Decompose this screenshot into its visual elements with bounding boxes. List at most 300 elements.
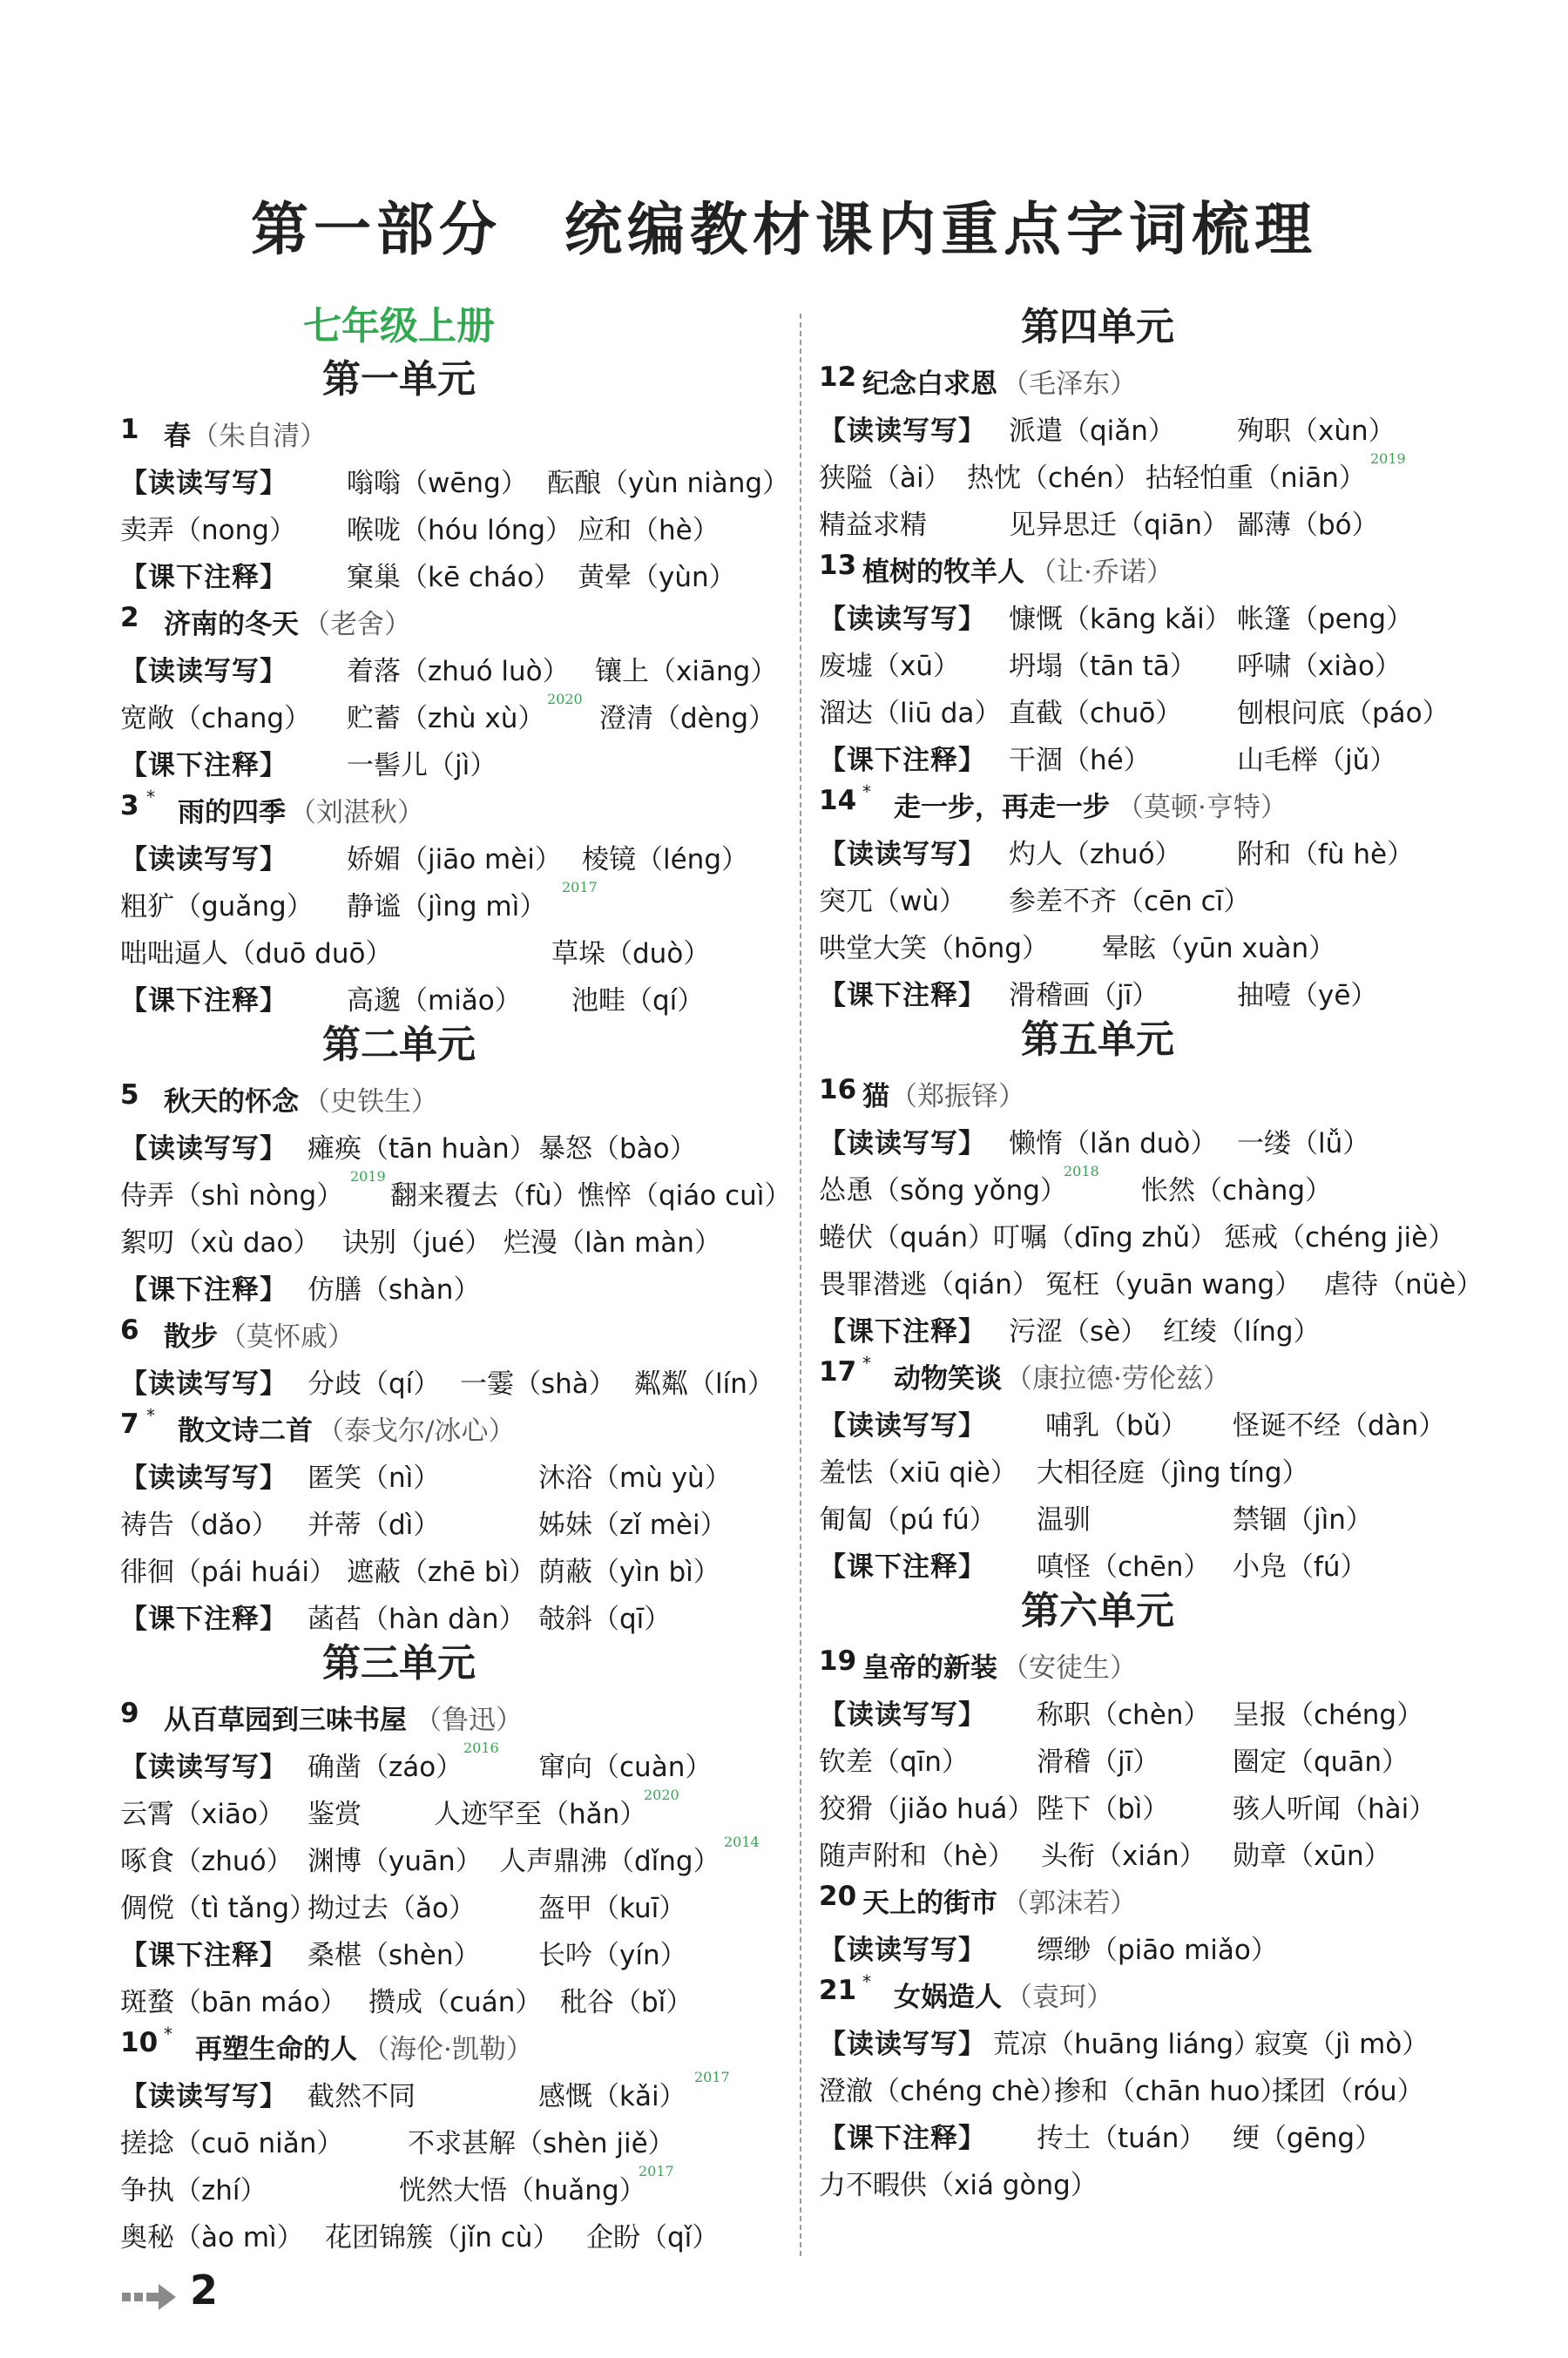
page-number: 2 xyxy=(190,2267,219,2314)
word-row xyxy=(120,1543,782,1590)
unit-heading: 第三单元 xyxy=(322,1641,476,1686)
lesson-title: 从百草园到三味书屋 xyxy=(164,1705,407,1736)
vocab-term: 澄清（dèng） xyxy=(599,703,776,734)
word-row xyxy=(120,454,790,501)
word-row xyxy=(120,1590,782,1637)
vocab-term: 着落（zhuó luò） xyxy=(347,656,570,687)
word-row xyxy=(819,2015,1481,2062)
section-tag: 【课下注释】 xyxy=(120,985,287,1017)
vocab-term: 怪诞不经（dàn） xyxy=(1233,1410,1446,1442)
vocab-term: 宽敞（chang） xyxy=(120,703,312,734)
lesson-number: 13 xyxy=(819,550,857,581)
section-tag: 【读读写写】 xyxy=(120,1368,287,1400)
lesson-author: （泰戈尔/冰心） xyxy=(317,1415,516,1447)
vocab-term: 应和（hè） xyxy=(578,515,720,546)
word-row xyxy=(819,449,1481,496)
section-tag: 【读读写写】 xyxy=(120,2081,287,2112)
vocab-term: 嗡嗡（wēng） xyxy=(347,468,528,499)
word-row xyxy=(819,919,1481,966)
vocab-term: 哄堂大笑（hōng） xyxy=(819,933,1049,964)
vocab-term: 酝酿（yùn niàng） xyxy=(547,468,790,499)
vocab-term: 山毛榉（jǔ） xyxy=(1237,745,1397,776)
vocab-term: 陛下（bì） xyxy=(1037,1794,1170,1825)
vocab-term: 直截（chuō） xyxy=(1009,698,1183,729)
vocab-term: 虐待（nüè） xyxy=(1324,1269,1484,1301)
vocab-term: 怅然（chàng） xyxy=(1141,1175,1333,1206)
vocab-term: 澄澈（chéng chè） xyxy=(819,2076,1067,2107)
vocab-term: 烂漫（làn màn） xyxy=(504,1227,721,1259)
lesson-title: 天上的街市 xyxy=(862,1888,997,1919)
lesson-number: 1 xyxy=(120,414,139,445)
lesson-number: 7 xyxy=(120,1409,139,1440)
vocab-term: 攒成（cuán） xyxy=(368,1987,543,2018)
vocab-term: 粗犷（guǎng） xyxy=(120,891,314,922)
section-tag: 【课下注释】 xyxy=(120,562,287,593)
vocab-term: 姊妹（zǐ mèi） xyxy=(538,1510,727,1541)
exam-year: 2014 xyxy=(724,1834,760,1850)
section-tag: 【读读写写】 xyxy=(819,416,986,447)
section-tag: 【课下注释】 xyxy=(819,2123,986,2154)
section-tag: 【课下注释】 xyxy=(120,750,287,781)
word-row xyxy=(819,1161,1481,1208)
section-tag: 【读读写写】 xyxy=(120,656,287,687)
word-row xyxy=(120,1213,782,1260)
section-tag: 【课下注释】 xyxy=(120,1274,287,1306)
vocab-term: 窠巢（kē cháo） xyxy=(347,562,561,593)
vocab-term: 贮蓄（zhù xù） xyxy=(347,703,545,734)
vocab-term: 云霄（xiāo） xyxy=(120,1799,285,1830)
vocab-term: 头衔（xián） xyxy=(1041,1841,1206,1872)
vocab-term: 精益求精 xyxy=(819,510,927,541)
word-row xyxy=(120,2114,782,2161)
vocab-term: 仿膳（shàn） xyxy=(308,1274,481,1306)
section-tag: 【读读写写】 xyxy=(819,1128,986,1159)
exam-year: 2020 xyxy=(547,691,583,707)
word-row xyxy=(819,1114,1481,1161)
word-row xyxy=(120,877,782,924)
unit-heading: 第二单元 xyxy=(322,1023,476,1067)
word-row xyxy=(819,731,1481,778)
exam-year: 2017 xyxy=(639,2163,674,2179)
word-row xyxy=(120,1879,782,1926)
word-row xyxy=(819,1686,1481,1733)
vocab-term: 鉴赏 xyxy=(308,1799,362,1830)
vocab-term: 呼啸（xiào） xyxy=(1237,651,1402,682)
vocab-term: 废墟（xū） xyxy=(819,651,960,682)
vocab-term: 娇媚（jiāo mèi） xyxy=(347,844,562,875)
lesson-author: （莫怀戚） xyxy=(220,1321,355,1353)
vocab-term: 确凿（záo） xyxy=(308,1752,463,1783)
vocab-term: 惩戒（chéng jiè） xyxy=(1224,1222,1456,1253)
word-row xyxy=(819,1968,1481,2015)
lesson-author: （海伦·凯勒） xyxy=(362,2034,533,2065)
word-row xyxy=(819,684,1481,731)
vocab-term: 花团锦簇（jǐn cù） xyxy=(325,2222,560,2253)
lesson-title: 走一步，再走一步 xyxy=(894,792,1110,823)
lesson-number: 2 xyxy=(120,602,139,633)
vocab-term: 哺乳（bǔ） xyxy=(1045,1410,1188,1442)
word-row xyxy=(819,1067,1481,1114)
vocab-term: 窜向（cuàn） xyxy=(538,1752,713,1783)
vocab-term: 称职（chèn） xyxy=(1037,1699,1211,1731)
lesson-author: （郑振铎） xyxy=(890,1081,1025,1112)
arrow-icon xyxy=(122,2284,176,2310)
lesson-title: 春 xyxy=(164,421,191,452)
exam-year: 2016 xyxy=(463,1740,499,1756)
word-row xyxy=(120,1973,782,2020)
vocab-term: 感慨（kǎi） xyxy=(538,2081,686,2112)
section-tag: 【读读写写】 xyxy=(120,468,287,499)
vocab-term: 滑稽画（jī） xyxy=(1009,980,1159,1011)
vocab-term: 拗过去（ǎo） xyxy=(308,1893,476,1924)
lesson-author: （袁珂） xyxy=(1005,1982,1113,2013)
vocab-term: 并蒂（dì） xyxy=(308,1510,441,1541)
lesson-number: 3 xyxy=(120,790,139,821)
word-row xyxy=(819,1349,1481,1396)
section-tag: 【读读写写】 xyxy=(819,1935,986,1966)
word-row xyxy=(120,2020,782,2067)
word-row xyxy=(120,1738,782,1785)
word-row xyxy=(120,1449,782,1496)
word-row xyxy=(120,830,782,877)
word-row xyxy=(819,825,1481,872)
lesson-number: 9 xyxy=(120,1698,139,1729)
vocab-term: 絮叨（xù dao） xyxy=(120,1227,321,1259)
vocab-term: 暴怒（bào） xyxy=(538,1133,697,1165)
vocab-term: 污涩（sè） xyxy=(1009,1316,1148,1348)
vocab-term: 徘徊（pái huái） xyxy=(120,1557,337,1588)
vocab-term: 寂寞（jì mò） xyxy=(1254,2029,1429,2060)
section-tag: 【读读写写】 xyxy=(120,844,287,875)
section-tag: 【课下注释】 xyxy=(819,1551,986,1583)
optional-mark: * xyxy=(146,787,155,807)
vocab-term: 渊博（yuān） xyxy=(308,1846,483,1877)
word-row xyxy=(120,2067,782,2114)
word-row xyxy=(819,543,1481,590)
word-row xyxy=(819,590,1481,637)
vocab-term: 一髻儿（jì） xyxy=(347,750,497,781)
exam-year: 2020 xyxy=(644,1787,679,1803)
section-tag: 【课下注释】 xyxy=(819,980,986,1011)
vocab-term: 沐浴（mù yù） xyxy=(538,1463,732,1494)
vocab-term: 斑蝥（bān máo） xyxy=(120,1987,348,2018)
vocab-term: 截然不同 xyxy=(308,2081,416,2112)
section-tag: 【课下注释】 xyxy=(120,1940,287,1971)
vocab-term: 晕眩（yūn xuàn） xyxy=(1102,933,1336,964)
word-row xyxy=(120,548,782,595)
lesson-author: （刘湛秋） xyxy=(289,797,424,828)
lesson-number: 16 xyxy=(819,1074,857,1105)
lesson-title: 纪念白求恩 xyxy=(862,368,997,400)
word-row xyxy=(120,689,782,736)
section-tag: 【课下注释】 xyxy=(819,1316,986,1348)
exam-year: 2017 xyxy=(562,879,598,895)
vocab-term: 温驯 xyxy=(1037,1504,1091,1536)
vocab-term: 慷慨（kāng kǎi） xyxy=(1009,604,1232,635)
exam-year: 2019 xyxy=(1370,450,1406,467)
word-row xyxy=(819,1827,1481,1874)
section-tag: 【读读写写】 xyxy=(819,1410,986,1442)
vocab-term: 揉团（róu） xyxy=(1272,2076,1424,2107)
vocab-term: 高邈（miǎo） xyxy=(347,985,522,1017)
unit-heading: 第一单元 xyxy=(322,357,476,402)
exam-year: 2018 xyxy=(1064,1163,1099,1179)
vocab-term: 诀别（jué） xyxy=(342,1227,492,1259)
vocab-term: 翻来覆去（fù） xyxy=(390,1180,579,1212)
vocab-term: 掺和（chān huo） xyxy=(1054,2076,1288,2107)
section-tag: 【读读写写】 xyxy=(120,1463,287,1494)
vocab-term: 突兀（wù） xyxy=(819,886,967,917)
vocab-term: 咄咄逼人（duō duō） xyxy=(120,938,393,970)
word-row xyxy=(819,1396,1481,1443)
optional-mark: * xyxy=(862,1971,871,1992)
page-title: 第一部分 统编教材课内重点字词梳理 xyxy=(251,196,1317,263)
word-row xyxy=(819,2109,1481,2156)
section-tag: 【读读写写】 xyxy=(819,604,986,635)
vocab-term: 卖弄（nong） xyxy=(120,515,296,546)
vocab-term: 灼人（zhuó） xyxy=(1009,839,1182,870)
word-row xyxy=(819,872,1481,919)
vocab-term: 静谧（jìng mì） xyxy=(347,891,547,922)
word-row xyxy=(120,1260,782,1307)
lesson-author: （安徒生） xyxy=(1002,1652,1137,1684)
vocab-term: 懒惰（lǎn duò） xyxy=(1009,1128,1218,1159)
lesson-author: （让·乔诺） xyxy=(1030,557,1173,588)
vocab-term: 坍塌（tān tā） xyxy=(1009,651,1197,682)
word-row xyxy=(819,2062,1481,2109)
lesson-title: 散文诗二首 xyxy=(178,1415,313,1447)
word-row xyxy=(120,1691,782,1738)
optional-mark: * xyxy=(146,1405,155,1426)
lesson-author: （郭沫若） xyxy=(1002,1888,1137,1919)
vocab-term: 嗔怪（chēn） xyxy=(1037,1551,1211,1583)
vocab-term: 镶上（xiāng） xyxy=(595,656,778,687)
vocab-term: 殉职（xùn） xyxy=(1237,416,1396,447)
lesson-number: 12 xyxy=(819,361,857,393)
lesson-title: 皇帝的新装 xyxy=(862,1652,997,1684)
vocab-term: 派遣（qiǎn） xyxy=(1009,416,1175,447)
word-row xyxy=(120,1355,782,1402)
word-row xyxy=(819,1443,1481,1490)
vocab-term: 缥缈（piāo miǎo） xyxy=(1037,1935,1278,1966)
word-row xyxy=(819,1638,1481,1686)
vocab-term: 攲斜（qī） xyxy=(538,1604,672,1635)
vocab-term: 帐篷（peng） xyxy=(1237,604,1414,635)
word-row xyxy=(120,595,782,642)
vocab-term: 骇人听闻（hài） xyxy=(1233,1794,1436,1825)
vocab-term: 蜷伏（quán） xyxy=(819,1222,995,1253)
word-row xyxy=(120,783,782,830)
section-tag: 【读读写写】 xyxy=(819,1699,986,1731)
lesson-title: 秋天的怀念 xyxy=(164,1086,299,1118)
vocab-term: 热忱（chén） xyxy=(967,463,1141,494)
vocab-term: 盔甲（kuī） xyxy=(538,1893,686,1924)
vocab-term: 钦差（qīn） xyxy=(819,1747,969,1778)
vocab-term: 禁锢（jìn） xyxy=(1233,1504,1373,1536)
section-tag: 【课下注释】 xyxy=(120,1604,287,1635)
word-row xyxy=(120,1926,782,1973)
word-row xyxy=(819,1733,1481,1780)
vocab-term: 狭隘（ài） xyxy=(819,463,951,494)
optional-mark: * xyxy=(862,781,871,802)
vocab-term: 小凫（fú） xyxy=(1233,1551,1368,1583)
vocab-term: 人迹罕至（hǎn） xyxy=(434,1799,647,1830)
lesson-author: （鲁迅） xyxy=(415,1705,523,1736)
word-row xyxy=(120,642,782,689)
unit-heading: 第五单元 xyxy=(1021,1017,1174,1062)
lesson-title: 散步 xyxy=(164,1321,218,1353)
word-row xyxy=(120,1496,782,1543)
vocab-term: 勋章（xūn） xyxy=(1233,1841,1391,1872)
vocab-term: 荒凉（huāng liáng） xyxy=(993,2029,1261,2060)
word-row xyxy=(120,1832,782,1879)
vocab-term: 怂恿（sǒng yǒng） xyxy=(819,1175,1067,1206)
vocab-term: 棱镜（léng） xyxy=(582,844,749,875)
word-row xyxy=(819,966,1481,1013)
vocab-term: 滑稽（jī） xyxy=(1037,1747,1160,1778)
vocab-term: 荫蔽（yìn bì） xyxy=(538,1557,720,1588)
word-row xyxy=(819,1490,1481,1537)
lesson-title: 女娲造人 xyxy=(894,1982,1002,2013)
vocab-term: 大相径庭（jìng tíng） xyxy=(1037,1457,1309,1489)
section-tag: 【读读写写】 xyxy=(120,1133,287,1165)
optional-mark: * xyxy=(862,1353,871,1374)
vocab-term: 企盼（qǐ） xyxy=(586,2222,720,2253)
vocab-term: 叮嘱（dīng zhǔ） xyxy=(993,1222,1218,1253)
lesson-title: 植树的牧羊人 xyxy=(862,557,1024,588)
vocab-term: 草垛（duò） xyxy=(551,938,711,970)
lesson-title: 济南的冬天 xyxy=(164,609,299,640)
lesson-number: 5 xyxy=(120,1079,139,1111)
word-row xyxy=(819,496,1481,543)
vocab-term: 力不暇供（xiá gòng） xyxy=(819,2170,1098,2201)
word-row xyxy=(819,1780,1481,1827)
lesson-author: （老舍） xyxy=(303,609,411,640)
word-row xyxy=(120,1119,782,1166)
vocab-term: 喉咙（hóu lóng） xyxy=(347,515,573,546)
word-row xyxy=(819,355,1481,402)
lesson-number: 19 xyxy=(819,1645,857,1677)
vocab-term: 匿笑（nì） xyxy=(308,1463,441,1494)
word-row xyxy=(120,2161,782,2208)
lesson-number: 14 xyxy=(819,785,857,816)
vocab-term: 刨根问底（páo） xyxy=(1237,698,1450,729)
section-tag: 【读读写写】 xyxy=(120,1752,287,1783)
word-row xyxy=(819,1537,1481,1584)
lesson-number: 10 xyxy=(120,2027,159,2058)
vocab-term: 圈定（quān） xyxy=(1233,1747,1409,1778)
vocab-term: 粼粼（lín） xyxy=(634,1368,774,1400)
vocab-term: 倜傥（tì tǎng） xyxy=(120,1893,317,1924)
vocab-term: 参差不齐（cēn cī） xyxy=(1009,886,1251,917)
word-row xyxy=(120,407,782,454)
vocab-term: 长吟（yín） xyxy=(538,1940,687,1971)
vocab-term: 分歧（qí） xyxy=(308,1368,441,1400)
word-row xyxy=(819,402,1481,449)
vocab-term: 抟土（tuán） xyxy=(1037,2123,1206,2154)
lesson-author: （史铁生） xyxy=(303,1086,438,1118)
word-row xyxy=(819,1208,1481,1255)
lesson-title: 雨的四季 xyxy=(178,797,286,828)
lesson-title: 猫 xyxy=(862,1081,889,1112)
vocab-term: 遮蔽（zhē bì） xyxy=(347,1557,537,1588)
word-row xyxy=(120,924,782,971)
vocab-term: 恍然大悟（huǎng） xyxy=(399,2175,646,2206)
vocab-term: 搓捻（cuō niǎn） xyxy=(120,2128,344,2159)
word-row xyxy=(120,1166,792,1213)
word-row xyxy=(819,1255,1484,1302)
vocab-term: 附和（fù hè） xyxy=(1237,839,1415,870)
vocab-term: 一缕（lǚ） xyxy=(1237,1128,1370,1159)
vocab-term: 狡猾（jiǎo huá） xyxy=(819,1794,1035,1825)
word-row xyxy=(819,778,1481,825)
lesson-author: （毛泽东） xyxy=(1002,368,1137,400)
section-tag: 【读读写写】 xyxy=(819,2029,986,2060)
vocab-term: 红绫（líng） xyxy=(1163,1316,1321,1348)
lesson-title: 动物笑谈 xyxy=(894,1363,1002,1395)
vocab-term: 匍匐（pú fú） xyxy=(819,1504,997,1536)
lesson-author: （康拉德·劳伦兹） xyxy=(1005,1363,1230,1395)
vocab-term: 争执（zhí） xyxy=(120,2175,267,2206)
word-row xyxy=(819,637,1481,684)
grade-heading: 七年级上册 xyxy=(303,304,495,348)
word-row xyxy=(120,501,782,548)
word-row xyxy=(120,1072,782,1119)
vocab-term: 奥秘（ào mì） xyxy=(120,2222,304,2253)
lesson-title: 再塑生命的人 xyxy=(195,2034,357,2065)
vocab-term: 啄食（zhuó） xyxy=(120,1846,294,1877)
vocab-term: 祷告（dǎo） xyxy=(120,1510,279,1541)
vocab-term: 随声附和（hè） xyxy=(819,1841,1015,1872)
word-row xyxy=(120,1402,782,1449)
vocab-term: 不求甚解（shèn jiě） xyxy=(408,2128,675,2159)
vocab-term: 桑椹（shèn） xyxy=(308,1940,481,1971)
unit-heading: 第六单元 xyxy=(1021,1589,1174,1633)
word-row xyxy=(120,971,782,1018)
vocab-term: 侍弄（shì nòng） xyxy=(120,1180,344,1212)
word-row xyxy=(120,2208,782,2255)
vocab-term: 憔悴（qiáo cuì） xyxy=(578,1180,792,1212)
vocab-term: 溜达（liū da） xyxy=(819,698,1002,729)
vocab-term: 冤枉（yuān wang） xyxy=(1045,1269,1302,1301)
column-divider xyxy=(800,314,801,2256)
lesson-author: （莫顿·亨特） xyxy=(1117,792,1288,823)
word-row xyxy=(819,1921,1481,1968)
optional-mark: * xyxy=(164,2024,172,2044)
section-tag: 【读读写写】 xyxy=(819,839,986,870)
vocab-term: 呈报（chéng） xyxy=(1233,1699,1424,1731)
word-row xyxy=(819,1302,1481,1349)
vocab-term: 鄙薄（bó） xyxy=(1237,510,1379,541)
lesson-number: 21 xyxy=(819,1975,857,2006)
lesson-number: 6 xyxy=(120,1314,139,1346)
vocab-term: 一霎（shà） xyxy=(460,1368,616,1400)
vocab-term: 抽噎（yē） xyxy=(1237,980,1378,1011)
lesson-author: （朱自清） xyxy=(192,421,327,452)
left-column xyxy=(120,301,792,2255)
word-row xyxy=(120,1307,782,1355)
vocab-term: 人声鼎沸（dǐng） xyxy=(499,1846,720,1877)
vocab-term: 池畦（qí） xyxy=(571,985,705,1017)
right-column xyxy=(819,301,1484,2203)
vocab-term: 黄晕（yùn） xyxy=(578,562,736,593)
section-tag: 【课下注释】 xyxy=(819,745,986,776)
word-row xyxy=(120,736,782,783)
vocab-term: 瘫痪（tān huàn） xyxy=(308,1133,537,1165)
vocab-term: 畏罪潜逃（qián） xyxy=(819,1269,1039,1301)
vocab-term: 羞怯（xiū qiè） xyxy=(819,1457,1017,1489)
vocab-term: 秕谷（bǐ） xyxy=(560,1987,693,2018)
